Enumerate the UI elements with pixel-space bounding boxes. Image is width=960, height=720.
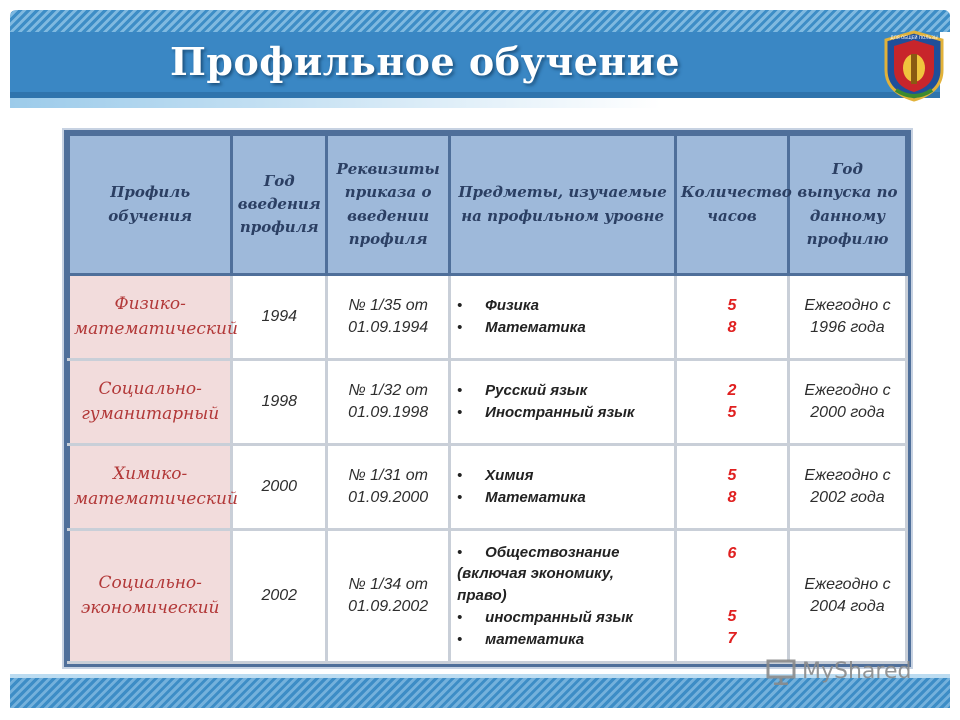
year-cell: 2002 <box>232 530 327 663</box>
bullet-icon: • <box>457 382 463 400</box>
subject-label: математика <box>485 630 585 648</box>
subject-label: Химия <box>485 467 534 485</box>
graduation-line: Ежегодно с <box>804 576 891 594</box>
order-cell <box>327 275 450 360</box>
top-decor-stripe <box>10 10 950 32</box>
year-cell: 1994 <box>232 275 327 360</box>
profile-line: Физико- <box>114 293 186 314</box>
order-line: 01.09.2002 <box>348 598 429 615</box>
header-profile: Профиль обучения <box>69 135 232 275</box>
hours-cell <box>676 530 789 663</box>
header-year: Год введения профиля <box>232 135 327 275</box>
bullet-icon: • <box>457 608 463 626</box>
subject-item <box>457 487 670 509</box>
subject-label: Математика <box>485 319 586 336</box>
order-line: 01.09.2000 <box>348 489 429 506</box>
subject-item <box>457 402 670 424</box>
profile-line: Химико- <box>113 463 188 484</box>
hours-value: 5 <box>727 608 737 626</box>
subjects-cell <box>450 360 676 445</box>
profile-cell <box>69 275 238 360</box>
order-cell <box>327 530 450 663</box>
subject-label: Физика <box>485 297 539 315</box>
graduation-cell <box>788 360 906 445</box>
hours-value: 5 <box>727 467 737 485</box>
watermark <box>766 657 911 685</box>
watermark-text: MyShared <box>802 658 912 684</box>
hours-value: 6 <box>727 544 737 562</box>
hours-value: 8 <box>727 319 737 336</box>
subject-item <box>457 542 670 564</box>
slide-title: Профильное обучение <box>170 39 681 84</box>
hours-value: 2 <box>727 382 737 400</box>
graduation-cell <box>788 530 906 663</box>
bullet-icon: • <box>457 297 463 315</box>
table-row <box>69 360 907 445</box>
table-header-row <box>69 135 907 275</box>
year-cell: 2000 <box>232 445 327 530</box>
hours-cell <box>676 360 789 445</box>
profile-line: математический <box>74 319 238 339</box>
subjects-cell <box>450 445 676 530</box>
table-row <box>69 275 907 360</box>
order-cell <box>327 360 450 445</box>
order-line: № 1/34 от <box>348 576 428 594</box>
graduation-cell <box>788 445 906 530</box>
profile-line: гуманитарный <box>81 404 220 424</box>
header-hours: Количество часов <box>676 135 789 275</box>
subject-label: Математика <box>485 489 586 506</box>
year-cell: 1998 <box>232 360 327 445</box>
graduation-cell <box>788 275 906 360</box>
subject-item <box>457 629 670 651</box>
hours-cell <box>676 275 789 360</box>
profile-table <box>67 133 908 664</box>
bullet-icon: • <box>457 319 463 336</box>
subject-item <box>457 465 670 487</box>
order-line: 01.09.1998 <box>348 404 429 421</box>
graduation-line: 2004 года <box>810 598 885 615</box>
bullet-icon: • <box>457 489 463 506</box>
graduation-line: Ежегодно с <box>804 467 891 485</box>
graduation-line: 1996 года <box>810 319 885 336</box>
hours-value: 5 <box>727 404 737 421</box>
header-order: Реквизиты приказа о введении профиля <box>327 135 450 275</box>
order-line: № 1/35 от <box>348 297 428 315</box>
table-row <box>69 530 907 663</box>
subjects-cell <box>450 275 676 360</box>
hours-spacer <box>681 564 783 606</box>
graduation-line: 2002 года <box>810 489 885 506</box>
subject-item <box>457 380 670 402</box>
svg-text:ДЛЯ ОБЩЕЙ ПОЛЬЗЫ: ДЛЯ ОБЩЕЙ ПОЛЬЗЫ <box>890 35 938 40</box>
subjects-cell <box>450 530 676 663</box>
profile-line: Социально- <box>98 572 202 593</box>
subject-item <box>457 295 670 317</box>
hours-value: 8 <box>727 489 737 506</box>
profile-cell <box>69 360 232 445</box>
hours-cell <box>676 445 789 530</box>
subject-continuation: (включая экономику, <box>457 565 614 583</box>
bullet-icon: • <box>457 467 463 485</box>
profile-cell <box>69 530 232 663</box>
graduation-line: 2000 года <box>810 404 885 421</box>
hours-value: 7 <box>727 629 737 647</box>
order-line: № 1/32 от <box>348 382 428 400</box>
order-line: № 1/31 от <box>348 467 428 485</box>
graduation-line: Ежегодно с <box>804 297 891 315</box>
bullet-icon: • <box>457 543 463 561</box>
profile-table-container <box>64 130 911 667</box>
table-row <box>69 445 907 530</box>
subject-label: Русский язык <box>485 382 588 400</box>
profile-line: Социально- <box>98 378 202 399</box>
school-emblem-icon <box>882 30 946 102</box>
presentation-icon <box>766 657 796 685</box>
order-cell <box>327 445 450 530</box>
profile-line: экономический <box>80 598 220 618</box>
hours-value: 5 <box>727 297 737 315</box>
order-line: 01.09.1994 <box>348 319 429 336</box>
graduation-line: Ежегодно с <box>804 382 891 400</box>
bullet-icon: • <box>457 630 463 648</box>
header-subjects: Предметы, изучаемые на профильном уровне <box>450 135 676 275</box>
bullet-icon: • <box>457 404 463 421</box>
subject-continuation: право) <box>457 587 507 605</box>
subject-label: Обществознание <box>485 543 620 561</box>
profile-cell <box>69 445 238 530</box>
header-graduation: Год выпуска по данному профилю <box>788 135 906 275</box>
subject-item <box>457 317 670 339</box>
subject-item <box>457 607 670 629</box>
subject-label: Иностранный язык <box>485 404 635 421</box>
profile-line: математический <box>74 489 238 509</box>
subject-label: иностранный язык <box>485 608 633 626</box>
